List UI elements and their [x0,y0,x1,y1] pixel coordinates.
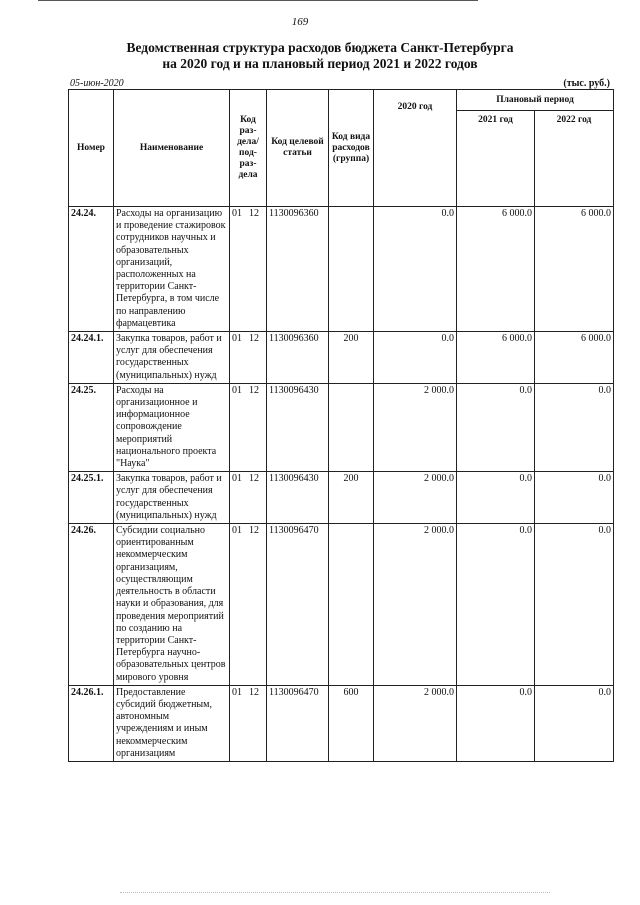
subsection-code: 12 [249,333,259,345]
table-row [69,332,614,384]
row-type-code: 200 [329,472,374,524]
header-name: Наименование [114,90,230,207]
row-2021-amount: 0.0 [457,524,535,686]
header-number: Номер [69,90,114,207]
top-rule [38,0,478,1]
table-row [69,685,614,761]
row-2020-amount: 0.0 [374,332,457,384]
row-number: 24.25. [69,383,114,471]
row-name: Субсидии социально ориентированным некоммерческим организациям, осуществляющим деятельность в области науки и образования, для проведения мероприятий по созданию на территории Санкт-Петербурга научно-образовательных центров мирового уровня [114,524,230,686]
row-2020-amount: 0.0 [374,207,457,332]
row-name: Предоставление субсидий бюджетным, автономным учреждениям и иным некоммерческим организациям [114,685,230,761]
section-code: 01 [232,473,242,485]
row-section-code [230,383,267,471]
row-2021-amount: 6 000.0 [457,332,535,384]
row-section-code [230,685,267,761]
page-number: 169 [291,16,309,28]
row-name: Закупка товаров, работ и услуг для обеспечения государственных (муниципальных) нужд [114,472,230,524]
row-2021-amount: 0.0 [457,685,535,761]
row-number: 24.24. [69,207,114,332]
row-section-code [230,207,267,332]
row-number: 24.25.1. [69,472,114,524]
row-2021-amount: 0.0 [457,383,535,471]
row-target-code: 1130096360 [267,207,329,332]
row-name: Расходы на организацию и проведение стажировок сотрудников научных и образовательных организаций, расположенных на территории Санкт-Петербурга, в том числе по направлению фармацевтика [114,207,230,332]
row-target-code: 1130096430 [267,472,329,524]
row-target-code: 1130096470 [267,524,329,686]
row-name: Расходы на организационное и информационное сопровождение мероприятий национального проекта "Наука" [114,383,230,471]
header-section: Код раз-дела/ под-раз-дела [230,90,267,207]
row-name: Закупка товаров, работ и услуг для обеспечения государственных (муниципальных) нужд [114,332,230,384]
row-2022-amount: 0.0 [535,524,614,686]
row-section-code [230,472,267,524]
row-type-code [329,207,374,332]
footer-rule [120,892,550,893]
row-2022-amount: 6 000.0 [535,207,614,332]
report-date: 05-июн-2020 [70,78,124,89]
header-target: Код целевой статьи [267,90,329,207]
row-2021-amount: 0.0 [457,472,535,524]
section-code: 01 [232,384,242,396]
table-row [69,472,614,524]
subsection-code: 12 [249,208,259,219]
header-2022: 2022 год [535,111,614,207]
title-line-2: на 2020 год и на плановый период 2021 и 2022 годов [162,56,478,71]
row-2022-amount: 0.0 [535,472,614,524]
row-type-code [329,383,374,471]
row-number: 24.26. [69,524,114,686]
row-target-code: 1130096470 [267,685,329,761]
document-title [20,40,620,72]
row-target-code: 1130096430 [267,383,329,471]
row-2021-amount: 6 000.0 [457,207,535,332]
row-target-code: 1130096360 [267,332,329,384]
budget-table [68,89,614,762]
subsection-code: 12 [249,384,259,396]
row-2022-amount: 0.0 [535,383,614,471]
section-code: 01 [232,686,242,698]
title-line-1: Ведомственная структура расходов бюджета Санкт-Петербурга [126,40,514,55]
row-type-code [329,524,374,686]
row-2020-amount: 2 000.0 [374,685,457,761]
row-2022-amount: 0.0 [535,685,614,761]
header-plan-period: Плановый период [457,90,614,111]
row-2022-amount: 6 000.0 [535,332,614,384]
table-row [69,383,614,471]
header-2020: 2020 год [374,90,457,207]
section-code: 01 [232,333,242,345]
subsection-code: 12 [249,473,259,485]
units-label: (тыс. руб.) [563,78,610,89]
header-type: Код вида расходов (группа) [329,90,374,207]
row-number: 24.24.1. [69,332,114,384]
row-type-code: 200 [329,332,374,384]
section-code: 01 [232,208,242,219]
subsection-code: 12 [249,525,259,537]
row-2020-amount: 2 000.0 [374,524,457,686]
header-2021: 2021 год [457,111,535,207]
table-row [69,524,614,686]
row-section-code [230,524,267,686]
row-2020-amount: 2 000.0 [374,383,457,471]
row-number: 24.26.1. [69,685,114,761]
subsection-code: 12 [249,686,259,698]
section-code: 01 [232,525,242,537]
row-2020-amount: 2 000.0 [374,472,457,524]
table-row [69,207,614,332]
row-section-code [230,332,267,384]
row-type-code: 600 [329,685,374,761]
